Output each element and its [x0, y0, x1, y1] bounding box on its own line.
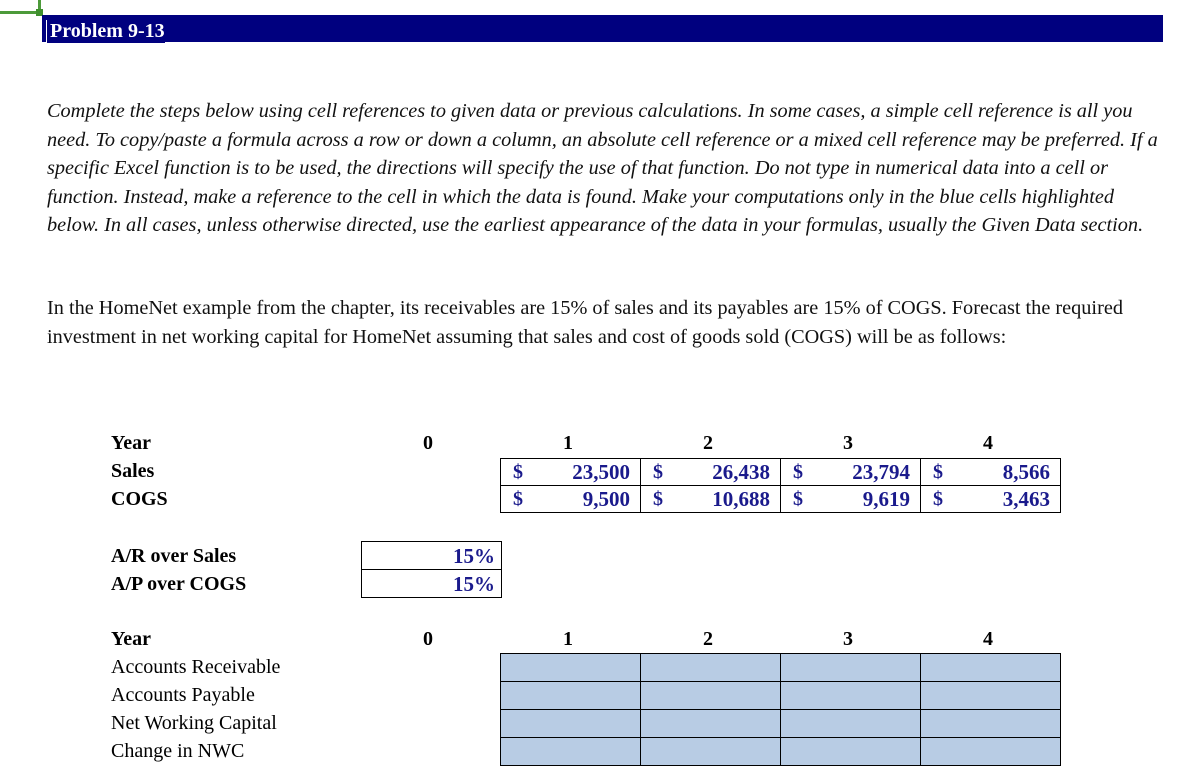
change-in-nwc-label: Change in NWC: [111, 740, 245, 762]
currency-symbol: $: [933, 488, 943, 510]
currency-symbol: $: [513, 488, 523, 510]
sales-value-year-1: 23,500: [572, 460, 630, 484]
problem-text: In the HomeNet example from the chapter, its receivables are 15% of sales and its payables are 15% of COGS. Forecast the required investment in net working capital for HomeNet assuming that sales and cost of goods sold (COGS) will be as follows:: [47, 297, 1123, 348]
cogs-value-year-3: 9,619: [862, 487, 910, 511]
ar-ratio-value: 15%: [453, 544, 495, 568]
title-bar: [42, 15, 1163, 42]
year-label: Year: [111, 432, 151, 454]
solution-year-label: Year: [111, 628, 151, 650]
solution-year-header-4: 4: [983, 628, 993, 650]
accounts-payable-input-year-2[interactable]: [640, 681, 781, 710]
accounts-receivable-input-year-4[interactable]: [920, 653, 1061, 682]
net-working-capital-label: Net Working Capital: [111, 712, 277, 734]
accounts-payable-input-year-1[interactable]: [500, 681, 641, 710]
sales-cell-year-2[interactable]: [640, 458, 781, 486]
net-working-capital-input-year-3[interactable]: [780, 709, 921, 738]
cogs-cell-year-4[interactable]: [920, 485, 1061, 513]
solution-year-header-1: 1: [563, 628, 573, 650]
year-header-3: 3: [843, 432, 853, 454]
sales-cell-year-1[interactable]: [500, 458, 641, 486]
cogs-cell-year-2[interactable]: [640, 485, 781, 513]
page-title: Problem 9-13: [46, 20, 165, 43]
ar-ratio-cell[interactable]: [361, 541, 502, 570]
accounts-receivable-input-year-2[interactable]: [640, 653, 781, 682]
currency-symbol: $: [513, 461, 523, 483]
change-in-nwc-input-year-1[interactable]: [500, 737, 641, 766]
currency-symbol: $: [933, 461, 943, 483]
cogs-cell-year-1[interactable]: [500, 485, 641, 513]
ap-over-cogs-label: A/P over COGS: [111, 573, 247, 595]
year-header-2: 2: [703, 432, 713, 454]
currency-symbol: $: [793, 461, 803, 483]
net-working-capital-input-year-4[interactable]: [920, 709, 1061, 738]
net-working-capital-input-year-1[interactable]: [500, 709, 641, 738]
solution-year-header-3: 3: [843, 628, 853, 650]
sales-label: Sales: [111, 460, 155, 482]
ap-ratio-cell[interactable]: [361, 569, 502, 598]
change-in-nwc-input-year-4[interactable]: [920, 737, 1061, 766]
ap-ratio-value: 15%: [453, 572, 495, 596]
currency-symbol: $: [793, 488, 803, 510]
solution-year-header-0: 0: [423, 628, 433, 650]
ar-over-sales-label: A/R over Sales: [111, 545, 237, 567]
year-header-0: 0: [423, 432, 433, 454]
change-in-nwc-input-year-3[interactable]: [780, 737, 921, 766]
cogs-value-year-4: 3,463: [1002, 487, 1050, 511]
sales-value-year-4: 8,566: [1002, 460, 1050, 484]
accounts-payable-input-year-3[interactable]: [780, 681, 921, 710]
cogs-label: COGS: [111, 488, 168, 510]
accounts-receivable-input-year-3[interactable]: [780, 653, 921, 682]
cogs-value-year-2: 10,688: [712, 487, 770, 511]
net-working-capital-input-year-2[interactable]: [640, 709, 781, 738]
sales-value-year-2: 26,438: [712, 460, 770, 484]
accounts-payable-input-year-4[interactable]: [920, 681, 1061, 710]
accounts-payable-label: Accounts Payable: [111, 684, 255, 706]
cogs-cell-year-3[interactable]: [780, 485, 921, 513]
change-in-nwc-input-year-2[interactable]: [640, 737, 781, 766]
currency-symbol: $: [653, 461, 663, 483]
sales-cell-year-3[interactable]: [780, 458, 921, 486]
currency-symbol: $: [653, 488, 663, 510]
instructions-text: Complete the steps below using cell references to given data or previous calculations. In some cases, a simple cell reference is all you need. To copy/paste a formula across a row or down a column, an absolute cell reference or a mixed cell reference may be preferred. If a specific Excel function is to be used, the directions will specify the use of that function. Do not type in numerical data into a cell or function. Instead, make a reference to the cell in which the data is found. Make your computations only in the blue cells highlighted below. In all cases, unless otherwise directed, use the earliest appearance of the data in your formulas, usually the Given Data section.: [47, 100, 1158, 236]
year-header-4: 4: [983, 432, 993, 454]
cogs-value-year-1: 9,500: [582, 487, 630, 511]
sales-cell-year-4[interactable]: [920, 458, 1061, 486]
sales-value-year-3: 23,794: [852, 460, 910, 484]
year-header-1: 1: [563, 432, 573, 454]
solution-year-header-2: 2: [703, 628, 713, 650]
accounts-receivable-label: Accounts Receivable: [111, 656, 281, 678]
accounts-receivable-input-year-1[interactable]: [500, 653, 641, 682]
